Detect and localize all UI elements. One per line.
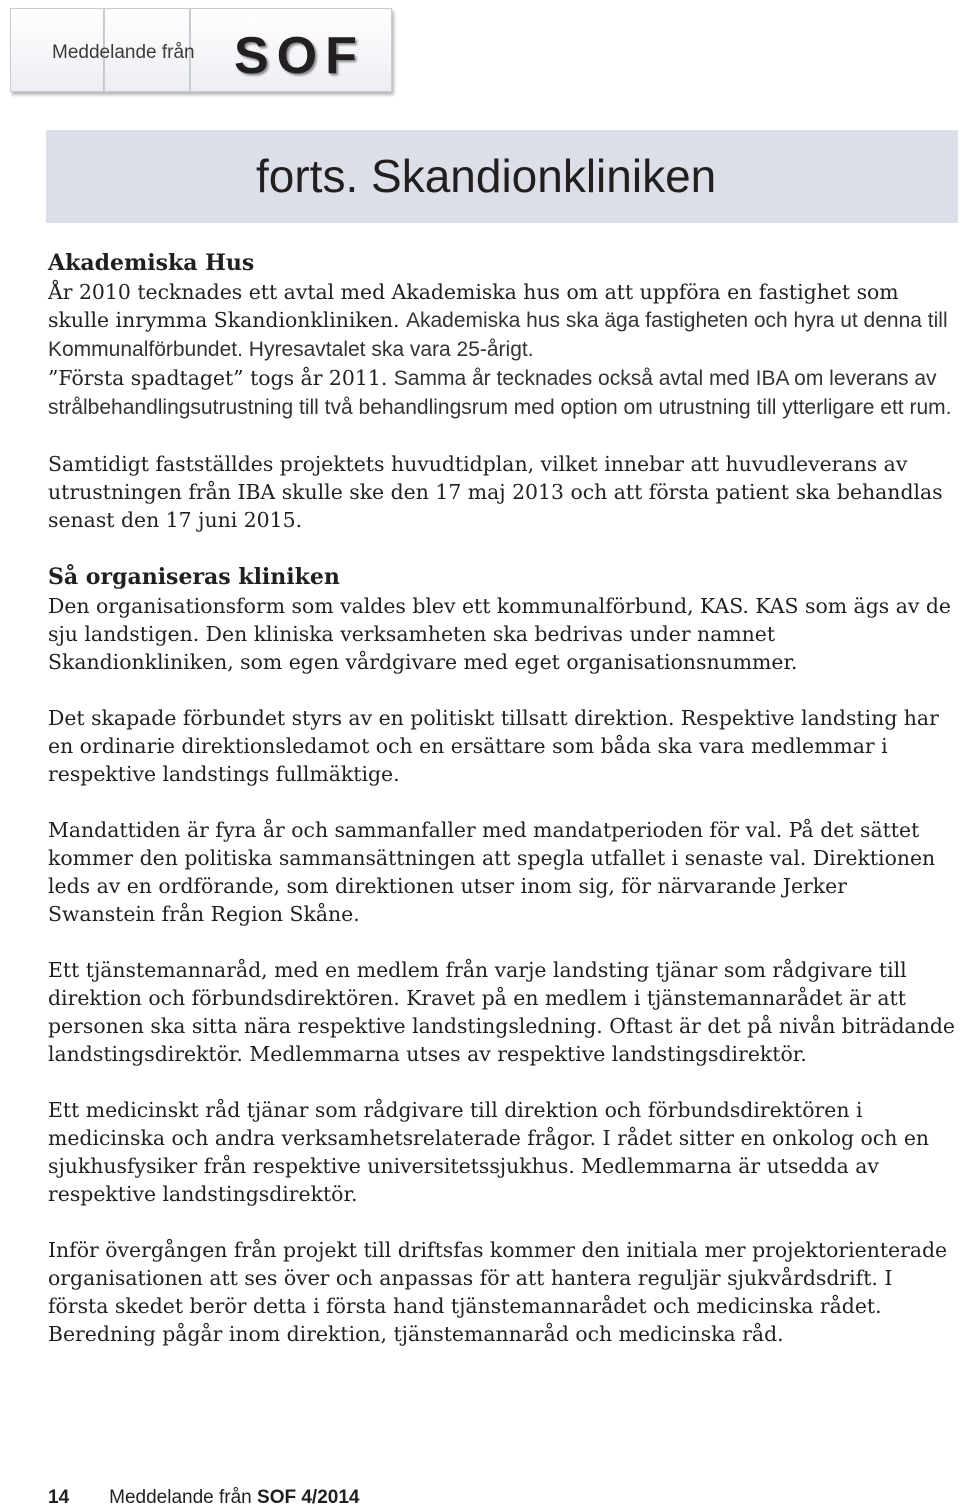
paragraph-text: År 2010 tecknades ett avtal med Akademiska hus om att uppföra en fastighet som skulle inrymma Skandionkliniken. [48,280,899,332]
sof-logo: SOF [234,27,365,85]
section-heading-organisation: Så organiseras kliniken [48,564,340,590]
paragraph-text: Akademiska hus ska äga fastigheten och hyra ut denna till Kommunalförbundet. Hyresavtalet ska vara 25-årigt. [48,309,948,361]
paragraph-text: ”Första spadtaget” togs år 2011. [48,366,388,390]
paragraph: Mandattiden är fyra år och sammanfaller med mandatperioden för val. På det sättet kommer den politiska sammansättningen att spegla utfallet i senaste val. Direktionen leds av en ordförande, som direktionen utser inom sig, för närvarande Jerker Swanstein från Region Skåne. [48,818,936,926]
title-band [46,130,958,223]
article-body [48,248,958,1376]
paragraph [48,364,958,422]
paragraph: Inför övergången från projekt till driftsfas kommer den initiala mer projektorienterade organisationen att ses över och anpassas för att hantera reguljär sjukvårdsdrift. I första skedet berör detta i första hand tjänstemannarådet och medicinska rådet. Beredning pågår inom direktion, tjänstemannaråd och medicinska råd. [48,1238,948,1346]
footer-issue: SOF 4/2014 [257,1487,360,1508]
paragraph [48,278,958,364]
paragraph: Samtidigt fastställdes projektets huvudtidplan, vilket innebar att huvudleverans av utrustningen från IBA skulle ske den 17 maj 2013 och att första patient ska behandlas senast den 17 juni 2015. [48,452,943,532]
paragraph: Ett tjänstemannaråd, med en medlem från varje landsting tjänar som rådgivare till direktion och förbundsdirektören. Kravet på en medlem i tjänstemannarådet är att personen ska sitta nära respektive landstingsledning. Oftast är det på nivån biträdande landstingsdirektör. Medlemmarna utses av respektive landstingsdirektör. [48,958,955,1066]
paragraph: Ett medicinskt råd tjänar som rådgivare till direktion och förbundsdirektören i medicinska och andra verksamhetsrelaterade frågor. I rådet sitter en onkolog och en sjukhusfysiker från respektive universitetssjukhus. Medlemmarna är utsedda av respektive landstingsdirektör. [48,1098,930,1206]
footer-prefix: Meddelande från [109,1487,252,1508]
paragraph-text: Samma år tecknades också avtal med IBA om leverans av strålbehandlingsutrustning till två behandlingsrum med option om utrustning till ytterligare ett rum. [48,367,952,419]
section-heading-akademiska-hus: Akademiska Hus [48,250,255,276]
paragraph: Den organisationsform som valdes blev ett kommunalförbund, KAS. KAS som ägs av de sju landstigen. Den kliniska verksamheten ska bedrivas under namnet Skandionkliniken, som egen vårdgivare med eget organisationsnummer. [48,594,951,674]
masthead-prefix: Meddelande från [52,42,195,63]
page-number: 14 [48,1487,70,1508]
paragraph: Det skapade förbundet styrs av en politiskt tillsatt direktion. Respektive landsting har en ordinarie direktionsledamot och en ersättare som båda ska vara medlemmar i respektive landstings fullmäktige. [48,706,939,786]
page-title: forts. Skandionkliniken [256,150,717,202]
page-footer [48,1487,359,1509]
masthead [10,8,394,94]
